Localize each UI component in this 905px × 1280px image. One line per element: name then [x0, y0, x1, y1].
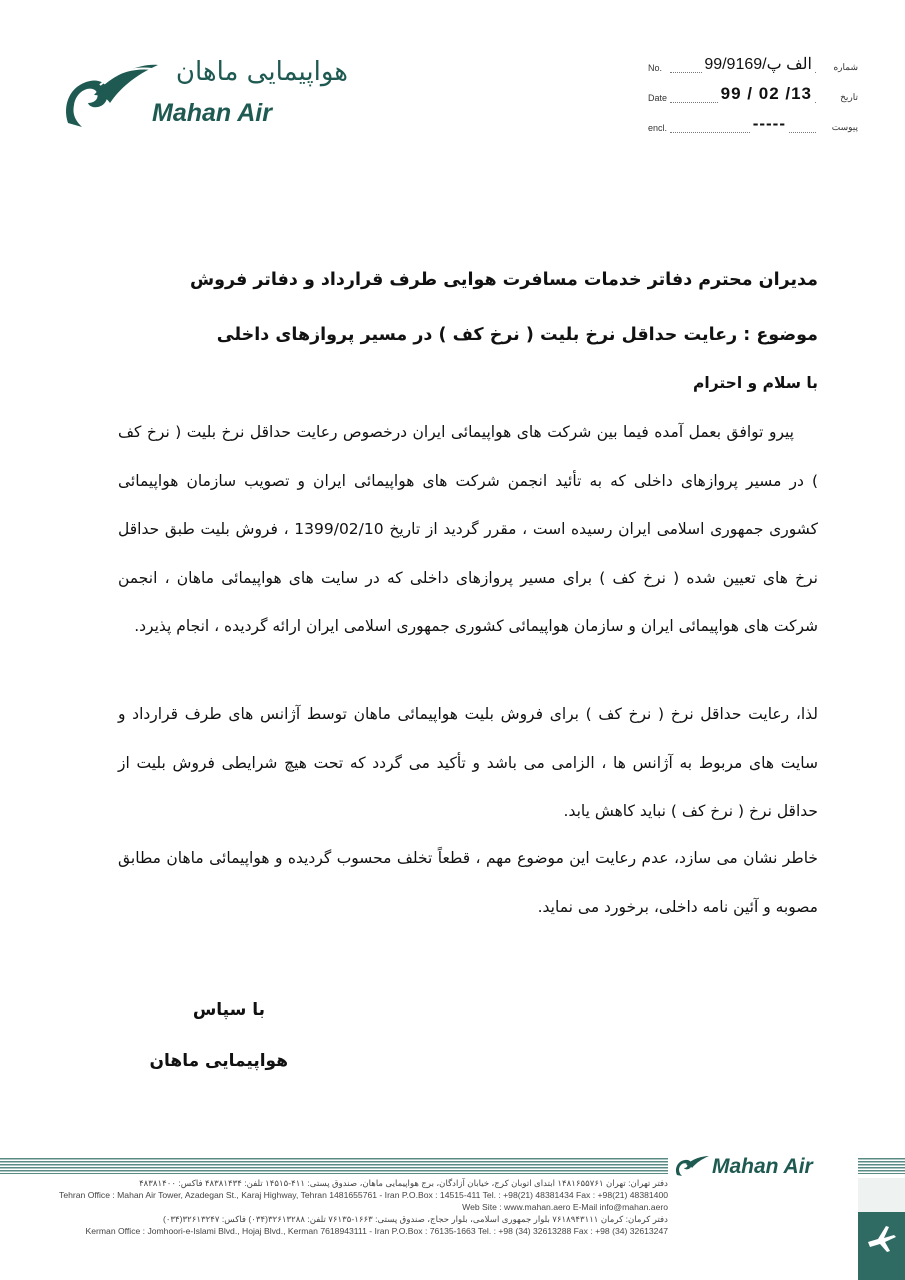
kerman-address-en: Kerman Office : Jomhoori-e-Islami Blvd., Hojaj Blvd., Kerman 7618943111 - Iran P.O.Box : 76135-1663 Tel. : +98 (34) 32613288 Fax : +98 (34) 32613247	[85, 1226, 668, 1236]
subject-line: موضوع : رعایت حداقل نرخ بلیت ( نرخ کف ) در مسیر پروازهای داخلی	[216, 325, 818, 345]
date-label-fa: تاریخ	[840, 92, 858, 102]
footer	[0, 1150, 905, 1280]
mahan-bird-icon	[60, 55, 160, 135]
closing: با سپاس	[192, 1000, 265, 1020]
footer-stripes	[0, 1158, 668, 1174]
signature: هواپیمایی ماهان	[149, 1051, 288, 1071]
date-label-en: Date	[648, 93, 668, 103]
encl-label-fa: پیوست	[831, 122, 858, 132]
airplane-icon	[864, 1222, 898, 1256]
web-email: Web Site : www.mahan.aero E-Mail info@mahan.aero	[462, 1202, 668, 1212]
footer-stripes-right	[858, 1158, 905, 1174]
kerman-address-fa: دفتر کرمان: کرمان ۷۶۱۸۹۴۳۱۱۱ بلوار جمهوری اسلامی، بلوار حجاج، صندوق پستی: ۱۶۶۳-۷۶۱۳۵ تلفن: ۳۲۶۱۳۲۸۸(۰۳۴) فاکس: ۳۲۶۱۳۲۴۷(۰۳۴)	[162, 1214, 668, 1224]
footer-addresses	[30, 1178, 668, 1238]
number-label-en: No.	[648, 63, 663, 73]
logo-english-text: Mahan Air	[152, 99, 272, 127]
body-paragraph-3: خاطر نشان می سازد، عدم رعایت این موضوع مهم ، قطعاً تخلف محسوب گردیده و هواپیمائی ماهان مطابق مصوبه و آئین نامه داخلی، برخورد می نماید.	[118, 849, 818, 916]
letter-date: 99 / 02 /13	[720, 84, 812, 103]
encl-label-en: encl.	[648, 123, 668, 133]
body-paragraph-2: لذا، رعایت حداقل نرخ ( نرخ کف ) برای فروش بلیت هواپیمائی ماهان توسط آژانس های طرف قرارداد و سایت های مربوط به آژانس ها ، الزامی می باشد و تأکید می گردد که تحت هیچ شرایطی فروش بلیت از حداقل نرخ ( نرخ کف ) نباید کاهش یابد.	[118, 705, 818, 820]
footer-logo	[672, 1152, 852, 1180]
dotted-line	[670, 132, 816, 133]
logo-persian-text: هواپیمایی ماهان	[175, 57, 348, 87]
recipient-line: مدیران محترم دفاتر خدمات مسافرت هوایی طرف قرارداد و دفاتر فروش	[189, 270, 818, 290]
letter-number: الف پ/99/9169	[704, 56, 812, 73]
date-row	[648, 85, 858, 107]
tehran-address-en: Tehran Office : Mahan Air Tower, Azadegan St., Karaj Highway, Tehran 1481655761 - Iran P.O.Box : 14515-411 Tel. : +98(21) 48381434 Fax : +98(21) 48381400	[59, 1190, 668, 1200]
enclosure-row	[648, 115, 858, 137]
tehran-address-fa: دفتر تهران: تهران ۱۴۸۱۶۵۵۷۶۱ ابتدای اتوبان کرج، خیابان آزادگان، برج هواپیمایی ماهان، صندوق پستی: ۴۱۱-۱۴۵۱۵ تلفن: ۴۸۳۸۱۴۳۴ فاکس: ۴۸۳۸۱۴۰۰	[139, 1178, 668, 1188]
number-label-fa: شماره	[833, 62, 858, 72]
number-row	[648, 55, 858, 77]
mahan-bird-icon	[674, 1154, 710, 1178]
greeting: با سلام و احترام	[693, 374, 818, 392]
footer-logo-text: Mahan Air	[712, 1155, 813, 1178]
mahan-air-logo	[60, 55, 348, 140]
body-paragraph-1: پیرو توافق بعمل آمده فیما بین شرکت های هواپیمائی ایران درخصوص رعایت حداقل نرخ بلیت ( نرخ کف ) در مسیر پروازهای داخلی که به تأئید انجمن شرکت های هواپیمائی ایران و تصویب سازمان هواپیمائی کشوری جمهوری اسلامی ایران رسیده است ، مقرر گردید از تاریخ 1399/02/10 ، فروش بلیت طبق حداقل نرخ های تعیین شده ( نرخ کف ) برای مسیر پروازهای داخلی که در سایت های هواپیمائی ماهان ، انجمن شرکت های هواپیمائی ایران و سازمان هواپیمائی کشوری جمهوری اسلامی ایران ارائه گردیده ، انجام پذیرد.	[118, 423, 818, 635]
enclosure-value: -----	[752, 114, 786, 133]
